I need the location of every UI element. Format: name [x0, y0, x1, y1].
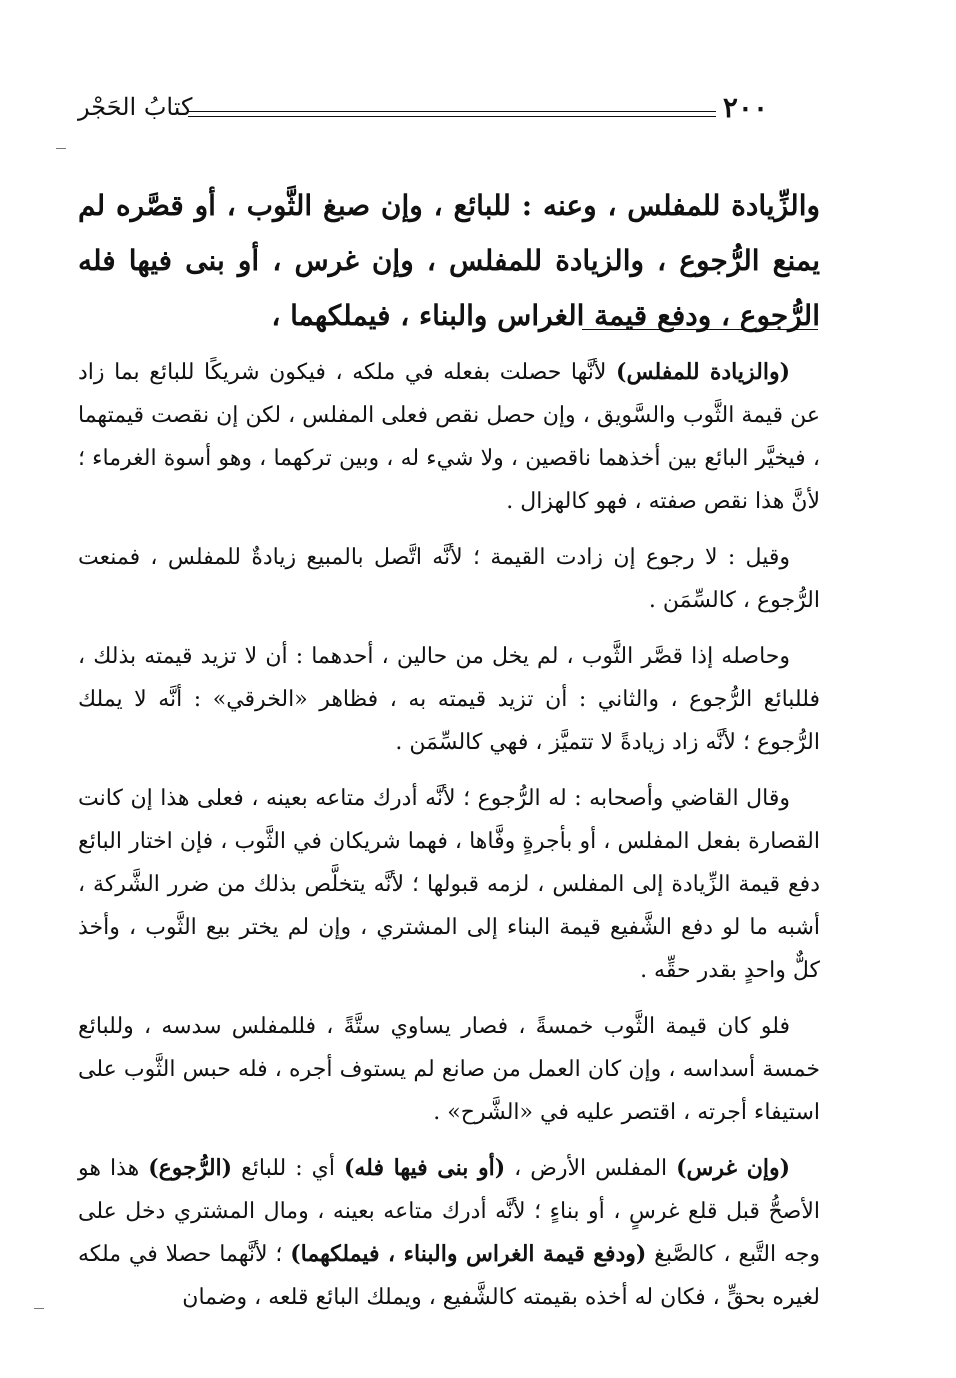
quoted-matn: (أو بنى فيها فله) [343, 1155, 506, 1181]
commentary-text: فلو كان قيمة الثَّوب خمسةً ، فصار يساوي ستَّةً ، فللمفلس سدسه ، وللبائع خمسة أسداسه ، وإن كان العمل من صانع لم يستوف أجره ، فله حبس الثَّوب على استيفاء أجرته ، اقتصر عليه في «الشَّرح» . [78, 1014, 820, 1125]
commentary-paragraph-5 [78, 1005, 820, 1134]
commentary-text: أي : للبائع [232, 1156, 344, 1181]
page-number: ٢٠٠ [722, 91, 768, 124]
commentary-paragraph-3 [78, 635, 820, 764]
quoted-matn: (وإن غرس) [676, 1155, 790, 1181]
book-title: كتابُ الحَجْر [78, 93, 193, 121]
commentary-text: ؛ لأنَّهما حصلا في ملكه لغيره بحقٍّ ، فكان له أخذه بقيمته كالشَّفيع ، ويملك البائع قلعه ، وضمان [78, 1242, 820, 1310]
commentary-text: وقيل : لا رجوع إن زادت القيمة ؛ لأنَّه اتَّصل بالمبيع زيادةٌ للمفلس ، فمنعت الرُّجوع ، كالسِّمَن . [78, 545, 820, 613]
quoted-matn: (ودفع قيمة الغراس والبناء ، فيملكهما) [290, 1241, 647, 1267]
commentary-sharh [78, 351, 820, 1332]
commentary-paragraph-6 [78, 1147, 820, 1319]
commentary-paragraph-2 [78, 536, 820, 622]
commentary-paragraph-4 [78, 777, 820, 992]
quoted-matn: (والزيادة للمفلس) [616, 359, 790, 385]
scan-mark [56, 148, 66, 149]
commentary-text: هذا هو الأصحُّ قبل قلع غرسٍ ، أو بناءٍ ؛ لأنَّه أدرك متاعه بعينه ، ومال المشتري دخل على وجه التَّبع ، كالصَّبغ [78, 1156, 821, 1267]
commentary-text: لأنَّها حصلت بفعله في ملكه ، فيكون شريكًا للبائع بما زاد عن قيمة الثَّوب والسَّويق ، وإن حصل نقص فعلى المفلس ، لكن إن نقصت قيمتهما ، فيخيَّر البائع بين أخذهما ناقصين ، ولا شيء له ، وبين تركهما ، وهو أسوة الغرماء ؛ لأنَّ هذا نقص صفته ، فهو كالهزال . [78, 360, 820, 514]
quoted-matn: (الرُّجوع) [148, 1155, 233, 1181]
commentary-text: وقال القاضي وأصحابه : له الرُّجوع ؛ لأنَّه أدرك متاعه بعينه ، فعلى هذا إن كانت القصارة بفعل المفلس ، أو بأجرةٍ وفَّاها ، فهما شريكان في الثَّوب ، فإن اختار البائع دفع قيمة الزِّيادة إلى المفلس ، لزمه قبولها ؛ لأنَّه يتخلَّص بذلك من ضرر الشَّركة ، أشبه ما لو دفع الشَّفيع قيمة البناء إلى المشتري ، وإن لم يختر بيع الثَّوب ، وأخذ كلٌّ واحدٍ بقدر حقِّه . [78, 786, 820, 983]
commentary-text: وحاصله إذا قصَّر الثَّوب ، لم يخل من حالين ، أحدهما : أن لا تزيد قيمته بذلك ، فللبائع الرُّجوع ، والثاني : أن تزيد قيمته به ، فظاهر «الخرقي» : أنَّه لا يملك الرُّجوع ؛ لأنَّه زاد زيادةً لا تتميَّز ، فهي كالسِّمَن . [78, 644, 820, 755]
main-text-matn: والزِّيادة للمفلس ، وعنه : للبائع ، وإن صبغ الثَّوب ، أو قصَّره لم يمنع الرُّجوع ، والزيادة للمفلس ، وإن غرس ، أو بنى فيها فله الرُّجوع ، ودفع قيمة الغراس والبناء ، فيملكهما ، [78, 189, 820, 332]
scan-mark [34, 1308, 44, 1309]
commentary-text: المفلس الأرض ، [505, 1156, 677, 1181]
header-double-rule [188, 111, 716, 117]
running-header [78, 88, 768, 132]
separator-rule [582, 329, 818, 330]
commentary-paragraph-1 [78, 351, 820, 523]
